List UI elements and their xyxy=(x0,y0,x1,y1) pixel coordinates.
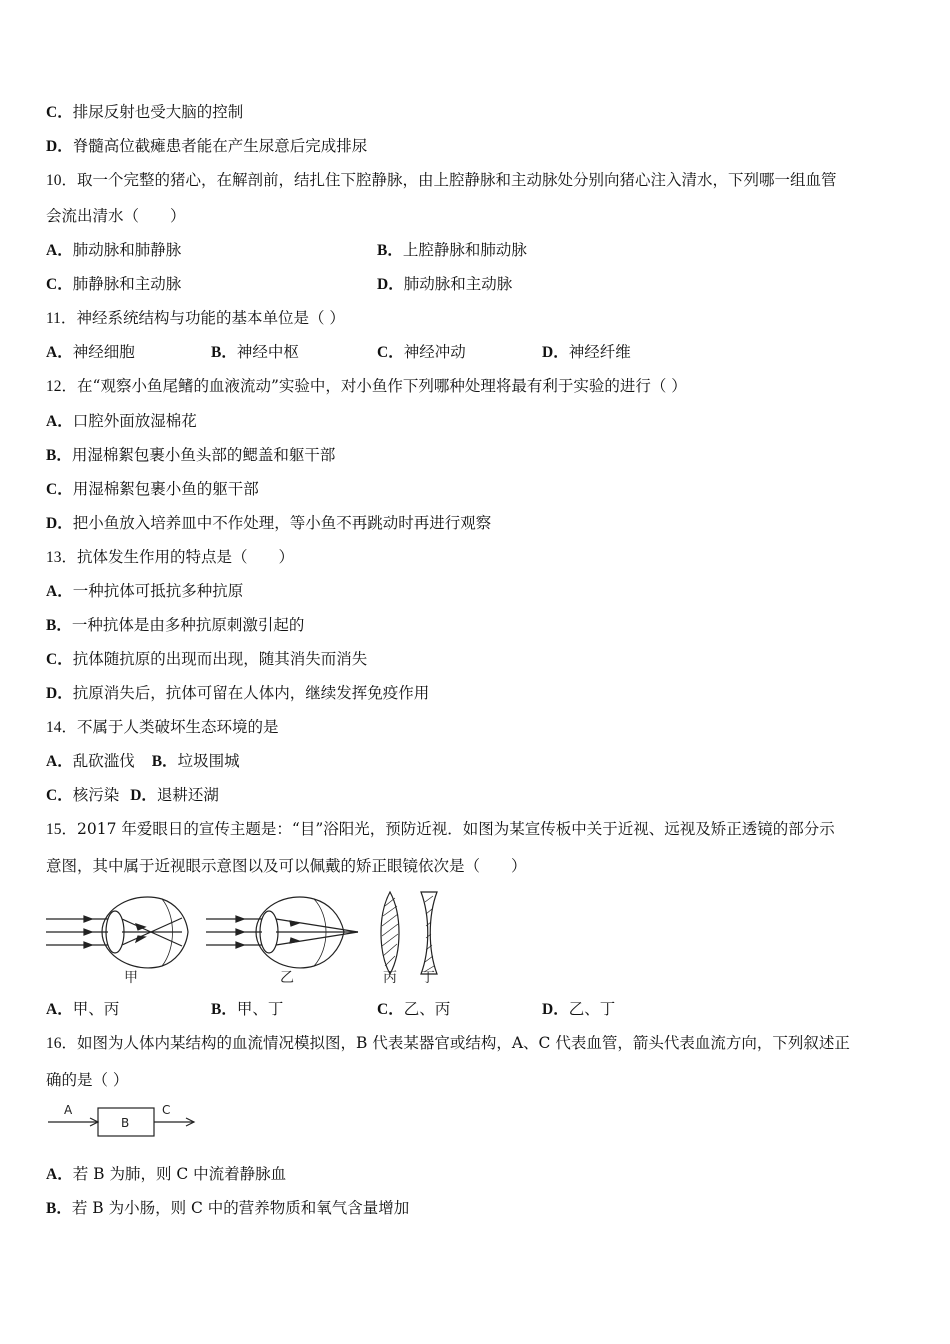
option-label: B． xyxy=(377,242,403,259)
option-label: B． xyxy=(151,753,178,770)
option-label: D． xyxy=(46,515,73,532)
q10-option-c xyxy=(46,274,181,295)
option-text: 退耕还湖 xyxy=(156,786,219,804)
q11-option-a xyxy=(46,342,135,363)
option-label: D． xyxy=(377,276,404,293)
option-text: 核污染 xyxy=(72,786,120,804)
q13-option-a xyxy=(46,581,243,602)
question-text: 在“观察小鱼尾鳍的血液流动”实验中，对小鱼作下列哪种处理将最有利于实验的进行（ ） xyxy=(77,377,687,395)
option-label: A． xyxy=(46,753,73,770)
q16-stem-line1 xyxy=(46,1033,850,1054)
option-text: 神经细胞 xyxy=(72,343,135,361)
q12-stem xyxy=(46,376,687,397)
eye-lens-figure xyxy=(44,886,464,990)
option-text: 垃圾围城 xyxy=(177,752,240,770)
blood-flow-figure xyxy=(46,1100,206,1142)
q12-option-b xyxy=(46,445,335,466)
option-label: C． xyxy=(46,787,73,804)
option-text: 神经冲动 xyxy=(403,343,466,361)
option-text: 肺动脉和主动脉 xyxy=(403,275,513,293)
q12-option-d xyxy=(46,513,491,534)
option-label: C． xyxy=(46,104,73,121)
option-text: 甲、丁 xyxy=(236,1000,284,1018)
option-text: 若 B 为小肠，则 C 中的营养物质和氧气含量增加 xyxy=(71,1199,410,1217)
question-text: 神经系统结构与功能的基本单位是（ ） xyxy=(76,309,345,327)
option-text: 神经中枢 xyxy=(236,343,299,361)
q10-option-b xyxy=(377,240,527,261)
question-text: 2017 年爱眼日的宣传主题是：“目”浴阳光，预防近视．如图为某宣传板中关于近视、远视及矫正透镜的部分示 xyxy=(77,820,835,838)
option-text: 用湿棉絮包裹小鱼头部的鳃盖和躯干部 xyxy=(71,446,336,464)
question-number: 14． xyxy=(46,719,78,736)
question-number: 16． xyxy=(46,1035,78,1052)
option-text: 抗体随抗原的出现而出现，随其消失而消失 xyxy=(72,650,368,668)
question-number: 13． xyxy=(46,549,78,566)
option-label: A． xyxy=(46,583,73,600)
q15-option-b xyxy=(211,999,283,1020)
q13-option-b xyxy=(46,615,304,636)
option-label: D． xyxy=(46,685,73,702)
q10-stem-line2: 会流出清水（ ） xyxy=(46,207,186,225)
option-text: 乙、丁 xyxy=(568,1000,616,1018)
q12-option-c xyxy=(46,479,259,500)
q11-option-c xyxy=(377,342,466,363)
option-text: 排尿反射也受大脑的控制 xyxy=(72,103,244,121)
option-label: C． xyxy=(46,481,73,498)
option-text: 肺动脉和肺静脉 xyxy=(72,241,182,259)
q9-option-c xyxy=(46,102,243,123)
question-text: 不属于人类破坏生态环境的是 xyxy=(77,718,279,736)
option-text: 乙、丙 xyxy=(403,1000,451,1018)
option-label: B． xyxy=(46,617,72,634)
option-text: 一种抗体可抵抗多种抗原 xyxy=(72,582,244,600)
question-text: 抗体发生作用的特点是（ ） xyxy=(77,548,295,566)
option-label: C． xyxy=(46,651,73,668)
q14-options-row1 xyxy=(46,751,240,772)
option-label: C． xyxy=(46,276,73,293)
figure-label-ding: 丁 xyxy=(421,970,435,986)
q13-option-c xyxy=(46,649,367,670)
figure-label-yi: 乙 xyxy=(280,970,294,986)
q14-stem xyxy=(46,717,279,738)
eye-diagram-yi xyxy=(206,897,358,968)
option-text: 神经纤维 xyxy=(568,343,631,361)
q10-option-d xyxy=(377,274,512,295)
option-text: 脊髓高位截瘫患者能在产生尿意后完成排尿 xyxy=(72,137,368,155)
q12-option-a xyxy=(46,411,197,432)
q14-options-row2 xyxy=(46,785,219,806)
option-text: 若 B 为肺，则 C 中流着静脉血 xyxy=(72,1165,287,1183)
figure-label-bing: 丙 xyxy=(383,970,397,986)
option-label: A． xyxy=(46,1001,73,1018)
option-text: 上腔静脉和肺动脉 xyxy=(402,241,527,259)
q11-option-d xyxy=(542,342,631,363)
option-label: B． xyxy=(211,1001,237,1018)
q16-stem-line2: 确的是（ ） xyxy=(46,1071,129,1089)
vessel-label-a: A xyxy=(64,1103,73,1117)
question-text: 如图为人体内某结构的血流情况模拟图，B 代表某器官或结构，A、C 代表血管，箭头代表血流方向，下列叙述正 xyxy=(77,1034,850,1052)
convex-lens-bing xyxy=(381,892,399,974)
q10-option-a xyxy=(46,240,181,261)
q13-stem xyxy=(46,547,294,568)
question-text: 取一个完整的猪心，在解剖前，结扎住下腔静脉，由上腔静脉和主动脉处分别向猪心注入清水，下列哪一组血管 xyxy=(77,171,837,189)
vessel-label-c: C xyxy=(162,1103,171,1117)
eye-diagram-jia xyxy=(46,897,188,968)
concave-lens-ding xyxy=(421,892,437,974)
option-label: C． xyxy=(377,344,404,361)
question-number: 11． xyxy=(46,310,77,327)
option-label: D． xyxy=(130,787,157,804)
option-label: B． xyxy=(46,1200,72,1217)
q15-option-a xyxy=(46,999,119,1020)
q10-stem-line1 xyxy=(46,170,837,191)
option-label: D． xyxy=(542,1001,569,1018)
option-text: 用湿棉絮包裹小鱼的躯干部 xyxy=(72,480,259,498)
q13-option-d xyxy=(46,683,429,704)
question-number: 15． xyxy=(46,821,78,838)
q9-option-d xyxy=(46,136,367,157)
q11-stem xyxy=(46,308,345,329)
figure-label-jia: 甲 xyxy=(124,970,138,986)
q15-stem-line2: 意图，其中属于近视眼示意图以及可以佩戴的矫正眼镜依次是（ ） xyxy=(46,857,527,875)
option-label: D． xyxy=(542,344,569,361)
option-label: C． xyxy=(377,1001,404,1018)
q15-stem-line1 xyxy=(46,819,835,840)
q15-option-d xyxy=(542,999,615,1020)
option-text: 一种抗体是由多种抗原刺激引起的 xyxy=(71,616,305,634)
option-label: A． xyxy=(46,242,73,259)
option-text: 肺静脉和主动脉 xyxy=(72,275,182,293)
option-label: A． xyxy=(46,1166,73,1183)
option-text: 口腔外面放湿棉花 xyxy=(72,412,197,430)
option-text: 抗原消失后，抗体可留在人体内，继续发挥免疫作用 xyxy=(72,684,430,702)
question-number: 12． xyxy=(46,378,78,395)
option-text: 甲、丙 xyxy=(72,1000,120,1018)
question-number: 10． xyxy=(46,172,78,189)
option-text: 把小鱼放入培养皿中不作处理，等小鱼不再跳动时再进行观察 xyxy=(72,514,492,532)
option-label: A． xyxy=(46,413,73,430)
option-label: A． xyxy=(46,344,73,361)
option-label: B． xyxy=(46,447,72,464)
q16-option-a xyxy=(46,1164,286,1185)
option-label: D． xyxy=(46,138,73,155)
option-label: B． xyxy=(211,344,237,361)
organ-label-b: B xyxy=(121,1116,130,1130)
option-text: 乱砍滥伐 xyxy=(72,752,135,770)
q11-option-b xyxy=(211,342,299,363)
q16-option-b xyxy=(46,1198,409,1219)
q15-option-c xyxy=(377,999,450,1020)
